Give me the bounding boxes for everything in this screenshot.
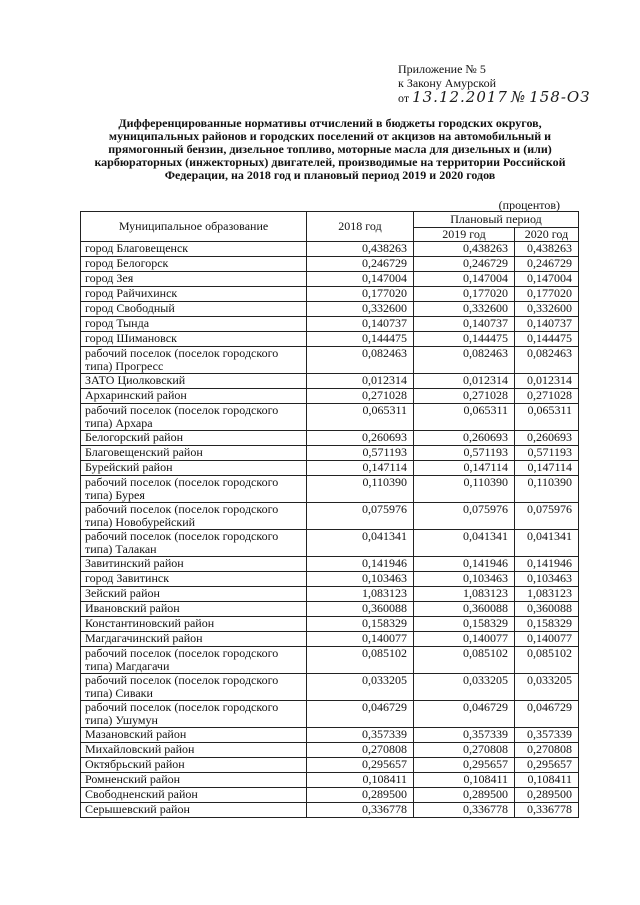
municipality-cell: Белогорский район: [81, 431, 307, 446]
value-2019-cell: 0,571193: [414, 446, 515, 461]
value-2018-cell: 0,075976: [307, 503, 414, 530]
value-2019-cell: 0,147004: [414, 272, 515, 287]
value-2020-cell: 0,271028: [515, 389, 579, 404]
value-2018-cell: 0,246729: [307, 257, 414, 272]
appendix-number: Приложение № 5: [398, 62, 486, 76]
municipality-cell: Архаринский район: [81, 389, 307, 404]
value-2019-cell: 0,336778: [414, 803, 515, 818]
municipality-cell: Зейский район: [81, 587, 307, 602]
municipality-cell: рабочий поселок (поселок городского типа) Бурея: [81, 476, 307, 503]
value-2019-cell: 0,360088: [414, 602, 515, 617]
value-2018-cell: 0,065311: [307, 404, 414, 431]
value-2018-cell: 0,295657: [307, 758, 414, 773]
value-2020-cell: 0,357339: [515, 728, 579, 743]
value-2018-cell: 0,289500: [307, 788, 414, 803]
municipality-cell: город Белогорск: [81, 257, 307, 272]
value-2020-cell: 0,065311: [515, 404, 579, 431]
appendix-header: [398, 62, 591, 105]
table-row: [81, 347, 579, 374]
value-2020-cell: 0,108411: [515, 773, 579, 788]
value-2018-cell: 0,041341: [307, 530, 414, 557]
municipality-cell: город Зея: [81, 272, 307, 287]
header-2018: 2018 год: [307, 212, 414, 242]
municipality-cell: город Райчихинск: [81, 287, 307, 302]
value-2020-cell: 0,332600: [515, 302, 579, 317]
value-2018-cell: 0,012314: [307, 374, 414, 389]
table-row: [81, 602, 579, 617]
municipality-cell: Константиновский район: [81, 617, 307, 632]
document-title: Дифференцированные нормативы отчислений в бюджеты городских округов, муниципальных районов и городских поселений от акцизов на автомобильный и прямогонный бензин, дизельное топливо, моторные масла для дизельных и (или) карбюраторных (инжекторных) двигателей, производимые на территории Российской Федерации, на 2018 год и плановый период 2019 и 2020 годов: [94, 116, 566, 182]
table-row: [81, 272, 579, 287]
value-2019-cell: 0,012314: [414, 374, 515, 389]
value-2020-cell: 0,147114: [515, 461, 579, 476]
table-row: [81, 758, 579, 773]
table-row: [81, 788, 579, 803]
table-row: [81, 773, 579, 788]
value-2018-cell: 0,085102: [307, 647, 414, 674]
value-2018-cell: 0,158329: [307, 617, 414, 632]
table-row: [81, 302, 579, 317]
value-2019-cell: 0,110390: [414, 476, 515, 503]
table-row: [81, 647, 579, 674]
table-row: [81, 287, 579, 302]
appendix-law-ref: к Закону Амурской: [398, 76, 497, 90]
value-2019-cell: 0,046729: [414, 701, 515, 728]
value-2020-cell: 0,085102: [515, 647, 579, 674]
value-2019-cell: 0,140077: [414, 632, 515, 647]
municipality-cell: Михайловский район: [81, 743, 307, 758]
value-2019-cell: 0,085102: [414, 647, 515, 674]
value-2019-cell: 0,144475: [414, 332, 515, 347]
value-2019-cell: 0,158329: [414, 617, 515, 632]
value-2020-cell: 1,083123: [515, 587, 579, 602]
value-2018-cell: 0,108411: [307, 773, 414, 788]
value-2018-cell: 0,110390: [307, 476, 414, 503]
municipality-cell: рабочий поселок (поселок городского типа) Талакан: [81, 530, 307, 557]
table-row: [81, 530, 579, 557]
value-2018-cell: 0,260693: [307, 431, 414, 446]
municipality-cell: Мазановский район: [81, 728, 307, 743]
municipality-cell: рабочий поселок (поселок городского типа) Сиваки: [81, 674, 307, 701]
value-2020-cell: 0,103463: [515, 572, 579, 587]
value-2020-cell: 0,041341: [515, 530, 579, 557]
value-2018-cell: 0,357339: [307, 728, 414, 743]
table-row: [81, 617, 579, 632]
value-2020-cell: 0,141946: [515, 557, 579, 572]
value-2019-cell: 0,289500: [414, 788, 515, 803]
value-2020-cell: 0,177020: [515, 287, 579, 302]
value-2019-cell: 0,082463: [414, 347, 515, 374]
value-2018-cell: 0,140077: [307, 632, 414, 647]
value-2018-cell: 0,046729: [307, 701, 414, 728]
value-2020-cell: 0,260693: [515, 431, 579, 446]
municipality-cell: город Завитинск: [81, 572, 307, 587]
value-2019-cell: 0,141946: [414, 557, 515, 572]
value-2019-cell: 0,271028: [414, 389, 515, 404]
table-row: [81, 332, 579, 347]
municipality-cell: рабочий поселок (поселок городского типа) Прогресс: [81, 347, 307, 374]
value-2018-cell: 0,147004: [307, 272, 414, 287]
municipality-cell: ЗАТО Циолковский: [81, 374, 307, 389]
value-2019-cell: 0,033205: [414, 674, 515, 701]
header-municipality: Муниципальное образование: [81, 212, 307, 242]
municipality-cell: Ивановский район: [81, 602, 307, 617]
municipality-cell: рабочий поселок (поселок городского типа) Магдагачи: [81, 647, 307, 674]
municipality-cell: Серышевский район: [81, 803, 307, 818]
municipality-cell: Бурейский район: [81, 461, 307, 476]
table-row: [81, 446, 579, 461]
value-2020-cell: 0,147004: [515, 272, 579, 287]
value-2019-cell: 1,083123: [414, 587, 515, 602]
table-row: [81, 803, 579, 818]
municipality-cell: город Свободный: [81, 302, 307, 317]
norms-table: [80, 211, 579, 818]
value-2019-cell: 0,065311: [414, 404, 515, 431]
value-2020-cell: 0,110390: [515, 476, 579, 503]
value-2018-cell: 0,271028: [307, 389, 414, 404]
value-2020-cell: 0,046729: [515, 701, 579, 728]
handwritten-number-sign: №: [510, 88, 527, 106]
value-2019-cell: 0,140737: [414, 317, 515, 332]
appendix-date-line: [398, 90, 591, 105]
table-row: [81, 476, 579, 503]
value-2019-cell: 0,357339: [414, 728, 515, 743]
value-2018-cell: 0,103463: [307, 572, 414, 587]
table-row: [81, 557, 579, 572]
table-row: [81, 632, 579, 647]
value-2020-cell: 0,438263: [515, 242, 579, 257]
handwritten-date: 13.12.2017: [412, 88, 508, 106]
municipality-cell: Свободненский район: [81, 788, 307, 803]
value-2018-cell: 0,360088: [307, 602, 414, 617]
value-2020-cell: 0,336778: [515, 803, 579, 818]
value-2018-cell: 0,332600: [307, 302, 414, 317]
value-2018-cell: 0,438263: [307, 242, 414, 257]
header-2020: 2020 год: [515, 228, 579, 242]
value-2020-cell: 0,289500: [515, 788, 579, 803]
municipality-cell: город Благовещенск: [81, 242, 307, 257]
table-row: [81, 242, 579, 257]
value-2018-cell: 0,144475: [307, 332, 414, 347]
value-2020-cell: 0,360088: [515, 602, 579, 617]
municipality-cell: Благовещенский район: [81, 446, 307, 461]
value-2019-cell: 0,332600: [414, 302, 515, 317]
header-2019: 2019 год: [414, 228, 515, 242]
value-2020-cell: 0,158329: [515, 617, 579, 632]
value-2020-cell: 0,571193: [515, 446, 579, 461]
handwritten-law-number: 158-ОЗ: [529, 88, 591, 106]
value-2019-cell: 0,108411: [414, 773, 515, 788]
value-2018-cell: 0,336778: [307, 803, 414, 818]
value-2019-cell: 0,041341: [414, 530, 515, 557]
table-row: [81, 404, 579, 431]
municipality-cell: рабочий поселок (поселок городского типа) Архара: [81, 404, 307, 431]
value-2018-cell: 0,140737: [307, 317, 414, 332]
municipality-cell: рабочий поселок (поселок городского типа) Новобурейский: [81, 503, 307, 530]
value-2018-cell: 0,177020: [307, 287, 414, 302]
municipality-cell: Октябрьский район: [81, 758, 307, 773]
value-2020-cell: 0,270808: [515, 743, 579, 758]
value-2020-cell: 0,144475: [515, 332, 579, 347]
municipality-cell: Завитинский район: [81, 557, 307, 572]
table-row: [81, 728, 579, 743]
header-planned-period: Плановый период: [414, 212, 579, 228]
value-2020-cell: 0,140737: [515, 317, 579, 332]
value-2019-cell: 0,075976: [414, 503, 515, 530]
value-2018-cell: 1,083123: [307, 587, 414, 602]
table-row: [81, 503, 579, 530]
table-row: [81, 674, 579, 701]
table-row: [81, 389, 579, 404]
value-2018-cell: 0,270808: [307, 743, 414, 758]
value-2019-cell: 0,147114: [414, 461, 515, 476]
value-2020-cell: 0,075976: [515, 503, 579, 530]
units-label: (процентов): [498, 198, 560, 212]
table-row: [81, 257, 579, 272]
municipality-cell: Магдагачинский район: [81, 632, 307, 647]
value-2019-cell: 0,246729: [414, 257, 515, 272]
table-row: [81, 374, 579, 389]
table-row: [81, 431, 579, 446]
table-body: [81, 242, 579, 818]
value-2018-cell: 0,141946: [307, 557, 414, 572]
value-2019-cell: 0,177020: [414, 287, 515, 302]
value-2018-cell: 0,571193: [307, 446, 414, 461]
value-2019-cell: 0,270808: [414, 743, 515, 758]
value-2020-cell: 0,246729: [515, 257, 579, 272]
value-2020-cell: 0,033205: [515, 674, 579, 701]
value-2019-cell: 0,103463: [414, 572, 515, 587]
municipality-cell: город Тында: [81, 317, 307, 332]
value-2019-cell: 0,260693: [414, 431, 515, 446]
table-row: [81, 461, 579, 476]
value-2020-cell: 0,082463: [515, 347, 579, 374]
appendix-date-prefix: от: [398, 91, 410, 105]
value-2018-cell: 0,033205: [307, 674, 414, 701]
table-row: [81, 701, 579, 728]
table-row: [81, 317, 579, 332]
value-2020-cell: 0,012314: [515, 374, 579, 389]
municipality-cell: Ромненский район: [81, 773, 307, 788]
table-row: [81, 743, 579, 758]
municipality-cell: город Шимановск: [81, 332, 307, 347]
value-2019-cell: 0,295657: [414, 758, 515, 773]
value-2020-cell: 0,295657: [515, 758, 579, 773]
municipality-cell: рабочий поселок (поселок городского типа) Ушумун: [81, 701, 307, 728]
table-row: [81, 587, 579, 602]
value-2018-cell: 0,082463: [307, 347, 414, 374]
value-2019-cell: 0,438263: [414, 242, 515, 257]
value-2020-cell: 0,140077: [515, 632, 579, 647]
table-row: [81, 572, 579, 587]
value-2018-cell: 0,147114: [307, 461, 414, 476]
